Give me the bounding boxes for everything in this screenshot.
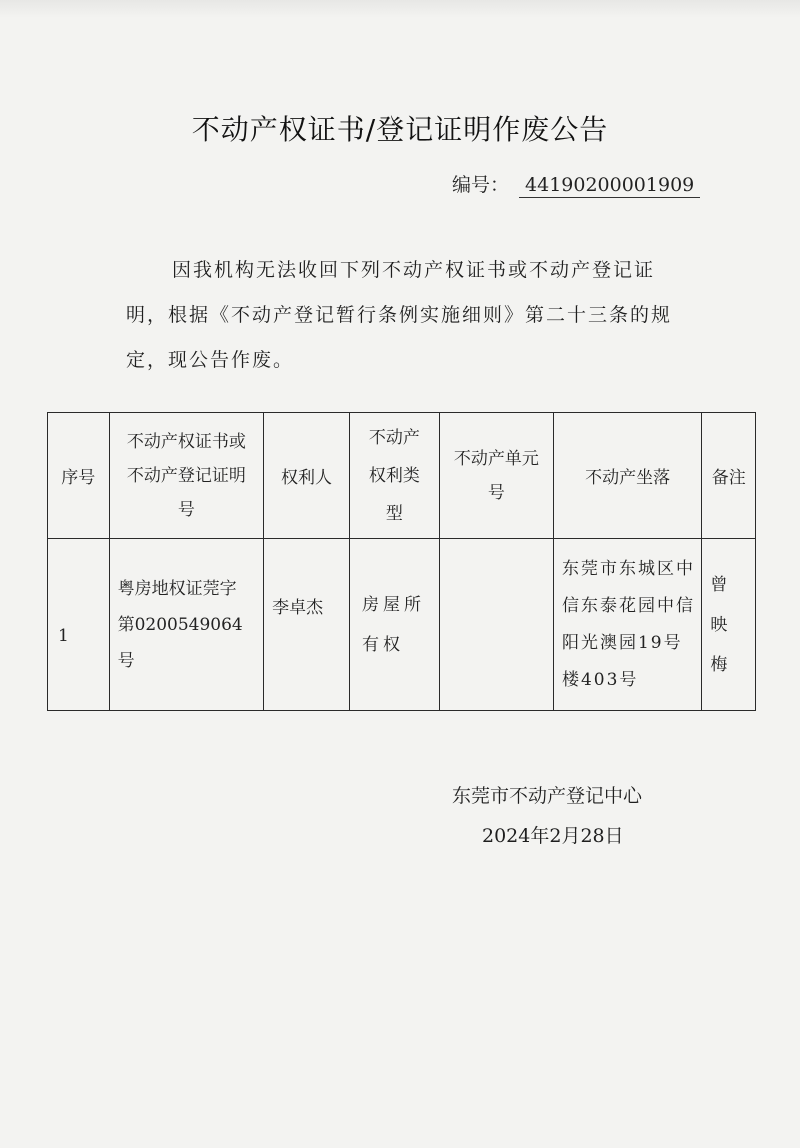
cell-note <box>702 539 756 711</box>
cell-location <box>553 539 701 711</box>
void-certificate-table <box>47 412 756 711</box>
header-type <box>349 413 439 539</box>
table-header-row <box>48 413 756 539</box>
body-line: 因我机构无法收回下列不动产权证书或不动产登记证 <box>172 259 656 281</box>
cell-location-line: 东莞市东城区中 <box>561 558 695 579</box>
body-line: 定，现公告作废。 <box>126 349 295 371</box>
cell-cert-line: 粤房地权证莞字 <box>117 578 237 599</box>
notice-body <box>126 248 701 383</box>
cell-seq: 1 <box>48 539 110 711</box>
header-unit <box>439 413 553 539</box>
issue-date: 2024年2月28日 <box>482 825 624 847</box>
header-seq: 序号 <box>48 413 110 539</box>
body-line: 明，根据《不动产登记暂行条例实施细则》第二十三条的规 <box>126 304 673 326</box>
cell-location-line: 楼403号 <box>561 669 639 690</box>
cell-type-line: 房屋所 <box>361 594 425 615</box>
page-title: 不动产权证书/登记证明作废公告 <box>191 113 609 146</box>
header-unit-line: 不动产单元 <box>453 448 539 469</box>
issuer-block <box>452 776 642 856</box>
cell-note-line: 曾映 <box>710 574 734 635</box>
header-type-line: 不动产 <box>368 427 420 448</box>
cell-location-line: 信东泰花园中信 <box>561 595 695 616</box>
header-holder: 权利人 <box>264 413 350 539</box>
header-cert <box>109 413 264 539</box>
cell-unit <box>439 539 553 711</box>
header-note: 备注 <box>702 413 756 539</box>
header-cert-line: 不动产权证书或 <box>126 431 246 452</box>
header-unit-line: 号 <box>487 482 505 503</box>
cell-holder: 李卓杰 <box>264 539 350 711</box>
header-cert-line: 号 <box>177 499 195 520</box>
cell-note-line: 梅 <box>710 654 734 675</box>
document-number <box>452 170 700 198</box>
header-type-line: 权利类 <box>368 465 420 486</box>
issuer-name: 东莞市不动产登记中心 <box>452 785 643 807</box>
cell-type-line: 有权 <box>361 634 404 655</box>
table-row <box>48 539 756 711</box>
cell-cert-line: 第0200549064号 <box>117 614 243 671</box>
header-location: 不动产坐落 <box>553 413 701 539</box>
cell-type <box>349 539 439 711</box>
header-type-line: 型 <box>385 503 403 524</box>
document-number-value: 44190200001909 <box>519 174 700 198</box>
document-number-label: 编号： <box>452 174 510 196</box>
cell-cert <box>109 539 264 711</box>
scan-edge <box>0 0 800 18</box>
cell-location-line: 阳光澳园19号 <box>561 632 683 653</box>
header-cert-line: 不动产登记证明 <box>126 465 246 486</box>
